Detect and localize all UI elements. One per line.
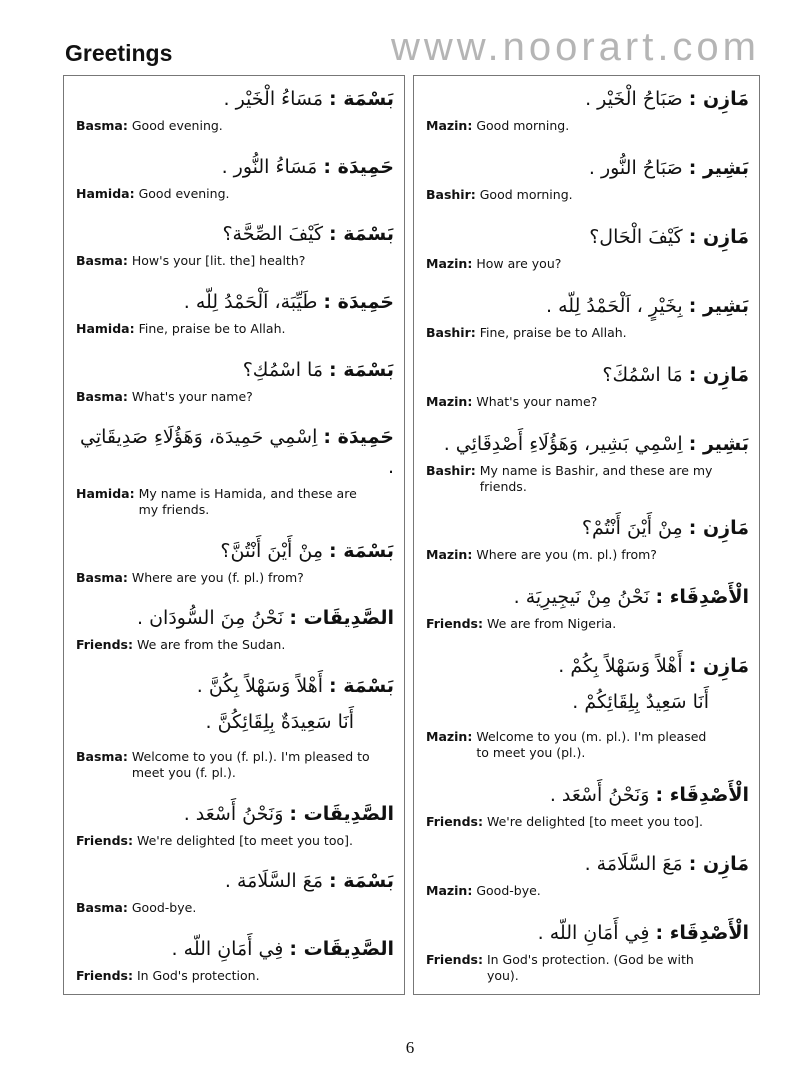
english-speaker: Mazin:	[426, 547, 473, 563]
arabic-text: مَسَاءُ الْخَيْر .	[223, 88, 330, 110]
dialogue-entry	[426, 513, 749, 563]
english-text: In God's protection.	[136, 967, 260, 983]
arabic-line	[76, 671, 394, 701]
arabic-line	[426, 513, 749, 543]
english-translation	[76, 186, 394, 202]
dialogue-entry	[426, 780, 749, 830]
english-translation	[426, 729, 749, 761]
english-speaker: Friends:	[426, 814, 483, 830]
arabic-speaker: بَسْمَة :	[329, 88, 394, 110]
english-speaker: Bashir:	[426, 462, 476, 478]
dialogue-entry	[76, 152, 394, 202]
dialogue-entry	[426, 360, 749, 410]
dialogue-entry	[76, 603, 394, 653]
english-text: Where are you (f. pl.) from?	[131, 569, 304, 585]
arabic-line	[76, 707, 394, 737]
english-speaker: Basma:	[76, 118, 128, 133]
arabic-line	[426, 849, 749, 879]
english-speaker: Mazin:	[426, 883, 473, 899]
arabic-line	[76, 536, 394, 566]
arabic-speaker: بَشِير :	[688, 432, 749, 455]
english-translation	[76, 389, 394, 405]
english-translation	[76, 486, 394, 518]
arabic-line	[76, 152, 394, 182]
english-speaker: Hamida:	[76, 486, 135, 502]
english-translation	[76, 118, 394, 134]
english-text: We're delighted [to meet you too].	[136, 832, 353, 848]
arabic-speaker: مَازِن :	[688, 225, 749, 248]
dialogue-entry	[426, 84, 749, 134]
dialogue-entry	[76, 84, 394, 134]
english-speaker: Friends:	[426, 951, 483, 967]
arabic-speaker: بَشِير :	[688, 156, 749, 179]
arabic-text: فِي أَمَانِ اللّه .	[171, 937, 290, 960]
english-text: My name is Hamida, and these are my friends.	[138, 486, 357, 518]
arabic-speaker: حَمِيدَة :	[323, 290, 394, 313]
arabic-text: فِي أَمَانِ اللّه .	[537, 921, 656, 944]
dialogue-entry	[426, 849, 749, 899]
arabic-line	[426, 153, 749, 183]
english-translation	[426, 547, 749, 563]
arabic-line	[76, 799, 394, 829]
arabic-text: نَحْنُ مِنَ السُّودَان .	[137, 607, 290, 630]
english-text: We are from the Sudan.	[136, 637, 286, 653]
dialogue-entry	[76, 355, 394, 405]
english-text: How are you?	[476, 255, 562, 271]
arabic-text: مِنْ أَيْنَ أَنْتُمْ؟	[581, 517, 689, 540]
english-speaker: Mazin:	[426, 729, 473, 745]
english-translation	[426, 952, 749, 984]
arabic-speaker: مَازِن :	[688, 88, 749, 110]
english-text: We are from Nigeria.	[486, 616, 617, 632]
english-speaker: Hamida:	[76, 185, 135, 201]
english-speaker: Friends:	[426, 616, 483, 632]
english-text: Good morning.	[479, 186, 573, 202]
english-translation	[76, 749, 394, 781]
english-translation	[426, 325, 749, 341]
arabic-speaker: بَشِير :	[688, 294, 749, 317]
arabic-line	[426, 291, 749, 321]
english-speaker: Mazin:	[426, 255, 473, 271]
arabic-line	[426, 360, 749, 390]
right-dialogue-box	[413, 75, 760, 995]
dialogue-entry	[426, 918, 749, 984]
arabic-text: صَبَاحُ الْخَيْر .	[585, 88, 689, 110]
arabic-text: مِنْ أَيْنَ أَنْتُنَّ؟	[220, 539, 330, 562]
english-text: What's your name?	[476, 393, 598, 409]
english-speaker: Mazin:	[426, 393, 473, 409]
english-translation	[426, 256, 749, 272]
arabic-speaker: الْأَصْدِقَاء :	[655, 784, 749, 807]
arabic-speaker: مَازِن :	[688, 363, 749, 386]
english-speaker: Friends:	[76, 637, 133, 653]
arabic-text: نَحْنُ مِنْ نَيجِيرِيَة .	[513, 586, 656, 609]
arabic-line	[426, 582, 749, 612]
dialogue-entry	[426, 291, 749, 341]
arabic-text: اِسْمِي حَمِيدَة، وَهَؤُلَاءِ صَدِيقَاتِي .	[80, 426, 394, 479]
arabic-text: مَعَ السَّلَامَة .	[584, 853, 689, 876]
english-translation	[76, 321, 394, 337]
english-translation	[76, 968, 394, 984]
arabic-text: اِسْمِي بَشِير، وَهَؤُلَاءِ أَصْدِقَائِي .	[443, 432, 689, 455]
english-translation	[426, 814, 749, 830]
arabic-text: صَبَاحُ النُّور .	[588, 156, 689, 179]
dialogue-entry	[76, 866, 394, 916]
arabic-line	[426, 222, 749, 252]
english-text: Good-bye.	[131, 900, 197, 916]
english-speaker: Friends:	[76, 832, 133, 848]
arabic-speaker: حَمِيدَة :	[323, 155, 394, 178]
dialogue-entry	[426, 651, 749, 761]
arabic-speaker: الصَّدِيقَات :	[289, 607, 394, 630]
dialogue-entry	[76, 536, 394, 586]
arabic-line	[426, 84, 749, 114]
arabic-line	[426, 780, 749, 810]
arabic-speaker: مَازِن :	[688, 853, 749, 876]
dialogue-entry	[76, 422, 394, 518]
arabic-line	[76, 866, 394, 896]
arabic-line	[426, 429, 749, 459]
english-speaker: Basma:	[76, 388, 128, 404]
left-dialogue-box	[63, 75, 405, 995]
english-text: We're delighted [to meet you too].	[486, 814, 703, 830]
page-title: Greetings	[65, 40, 173, 66]
english-text: Where are you (m. pl.) from?	[476, 547, 657, 563]
arabic-text: كَيْفَ الصِّحَّة؟	[222, 223, 330, 246]
arabic-text: أَنَا سَعِيدٌ بِلِقَائِكُمْ .	[572, 691, 709, 714]
arabic-speaker: الْأَصْدِقَاء :	[655, 921, 749, 944]
english-translation	[426, 463, 749, 495]
arabic-speaker: بَسْمَة :	[329, 223, 394, 246]
arabic-line	[426, 687, 749, 717]
english-speaker: Basma:	[76, 749, 128, 764]
arabic-speaker: مَازِن :	[688, 655, 749, 678]
arabic-speaker: الصَّدِيقَات :	[289, 802, 394, 825]
dialogue-entry	[426, 222, 749, 272]
arabic-line	[76, 287, 394, 317]
english-translation	[76, 253, 394, 269]
arabic-line	[76, 84, 394, 114]
english-text: Good-bye.	[476, 883, 541, 899]
english-text: Fine, praise be to Allah.	[479, 324, 627, 340]
english-speaker: Basma:	[76, 569, 128, 585]
arabic-line	[76, 422, 394, 482]
arabic-line	[76, 934, 394, 964]
arabic-text: مَعَ السَّلَامَة .	[224, 870, 330, 893]
english-speaker: Hamida:	[76, 320, 135, 336]
arabic-speaker: مَازِن :	[688, 517, 749, 540]
dialogue-entry	[76, 934, 394, 984]
english-speaker: Bashir:	[426, 324, 476, 340]
dialogue-entry	[426, 153, 749, 203]
english-speaker: Bashir:	[426, 186, 476, 202]
english-speaker: Basma:	[76, 253, 128, 269]
dialogue-entry	[426, 582, 749, 632]
arabic-text: أَهْلاً وَسَهْلاً بِكُمْ .	[558, 655, 689, 678]
english-text: Fine, praise be to Allah.	[138, 320, 286, 336]
arabic-text: كَيْفَ الْحَال؟	[589, 225, 689, 248]
arabic-speaker: بَسْمَة :	[329, 539, 394, 562]
arabic-line	[76, 603, 394, 633]
arabic-line	[76, 219, 394, 249]
english-translation	[76, 900, 394, 916]
english-translation	[76, 833, 394, 849]
english-speaker: Friends:	[76, 967, 133, 983]
english-translation	[426, 883, 749, 899]
english-text: Good morning.	[476, 118, 570, 133]
arabic-text: أَهْلاً وَسَهْلاً بِكُنَّ .	[196, 675, 330, 697]
english-translation	[426, 616, 749, 632]
dialogue-entry	[76, 287, 394, 337]
english-translation	[426, 118, 749, 134]
arabic-line	[426, 651, 749, 681]
watermark: www.noorart.com	[391, 25, 760, 69]
arabic-text: مَا اسْمُكَ؟	[602, 363, 689, 386]
english-translation	[76, 637, 394, 653]
dialogue-entry	[76, 219, 394, 269]
english-speaker: Basma:	[76, 900, 128, 916]
english-translation	[426, 187, 749, 203]
english-translation	[426, 394, 749, 410]
english-text: Good evening.	[138, 185, 230, 201]
page-number: 6	[405, 1038, 415, 1057]
arabic-text: مَا اسْمُكِ؟	[242, 358, 330, 381]
arabic-speaker: حَمِيدَة :	[323, 426, 394, 449]
dialogue-entry	[426, 429, 749, 495]
arabic-speaker: بَسْمَة :	[329, 675, 394, 697]
arabic-text: مَسَاءُ النُّور .	[221, 155, 324, 178]
dialogue-entry	[76, 671, 394, 781]
arabic-text: بِخَيْرٍ ، اَلْحَمْدُ لِلّه .	[546, 294, 689, 317]
arabic-line	[426, 918, 749, 948]
english-text: My name is Bashir, and these are my friends.	[479, 462, 713, 494]
english-text: In God's protection. (God be with you).	[486, 951, 694, 983]
english-speaker: Mazin:	[426, 118, 473, 133]
english-text: What's your name?	[131, 388, 253, 404]
english-text: Welcome to you (f. pl.). I'm pleased to meet you (f. pl.).	[131, 749, 370, 780]
arabic-speaker: بَسْمَة :	[329, 358, 394, 381]
arabic-line	[76, 355, 394, 385]
english-text: How's your [lit. the] health?	[131, 253, 306, 269]
arabic-text: أَنَا سَعِيدَةٌ بِلِقَائِكُنَّ .	[205, 711, 354, 733]
arabic-text: وَنَحْنُ أَسْعَد .	[549, 784, 656, 807]
english-text: Good evening.	[131, 118, 223, 133]
arabic-speaker: الصَّدِيقَات :	[289, 937, 394, 960]
arabic-speaker: بَسْمَة :	[329, 870, 394, 893]
english-text: Welcome to you (m. pl.). I'm pleased to meet you (pl.).	[476, 729, 707, 761]
english-translation	[76, 570, 394, 586]
arabic-text: وَنَحْنُ أَسْعَد .	[183, 802, 290, 825]
dialogue-entry	[76, 799, 394, 849]
arabic-speaker: الْأَصْدِقَاء :	[655, 586, 749, 609]
arabic-text: طَيِّبَة، اَلْحَمْدُ لِلّه .	[183, 290, 324, 313]
